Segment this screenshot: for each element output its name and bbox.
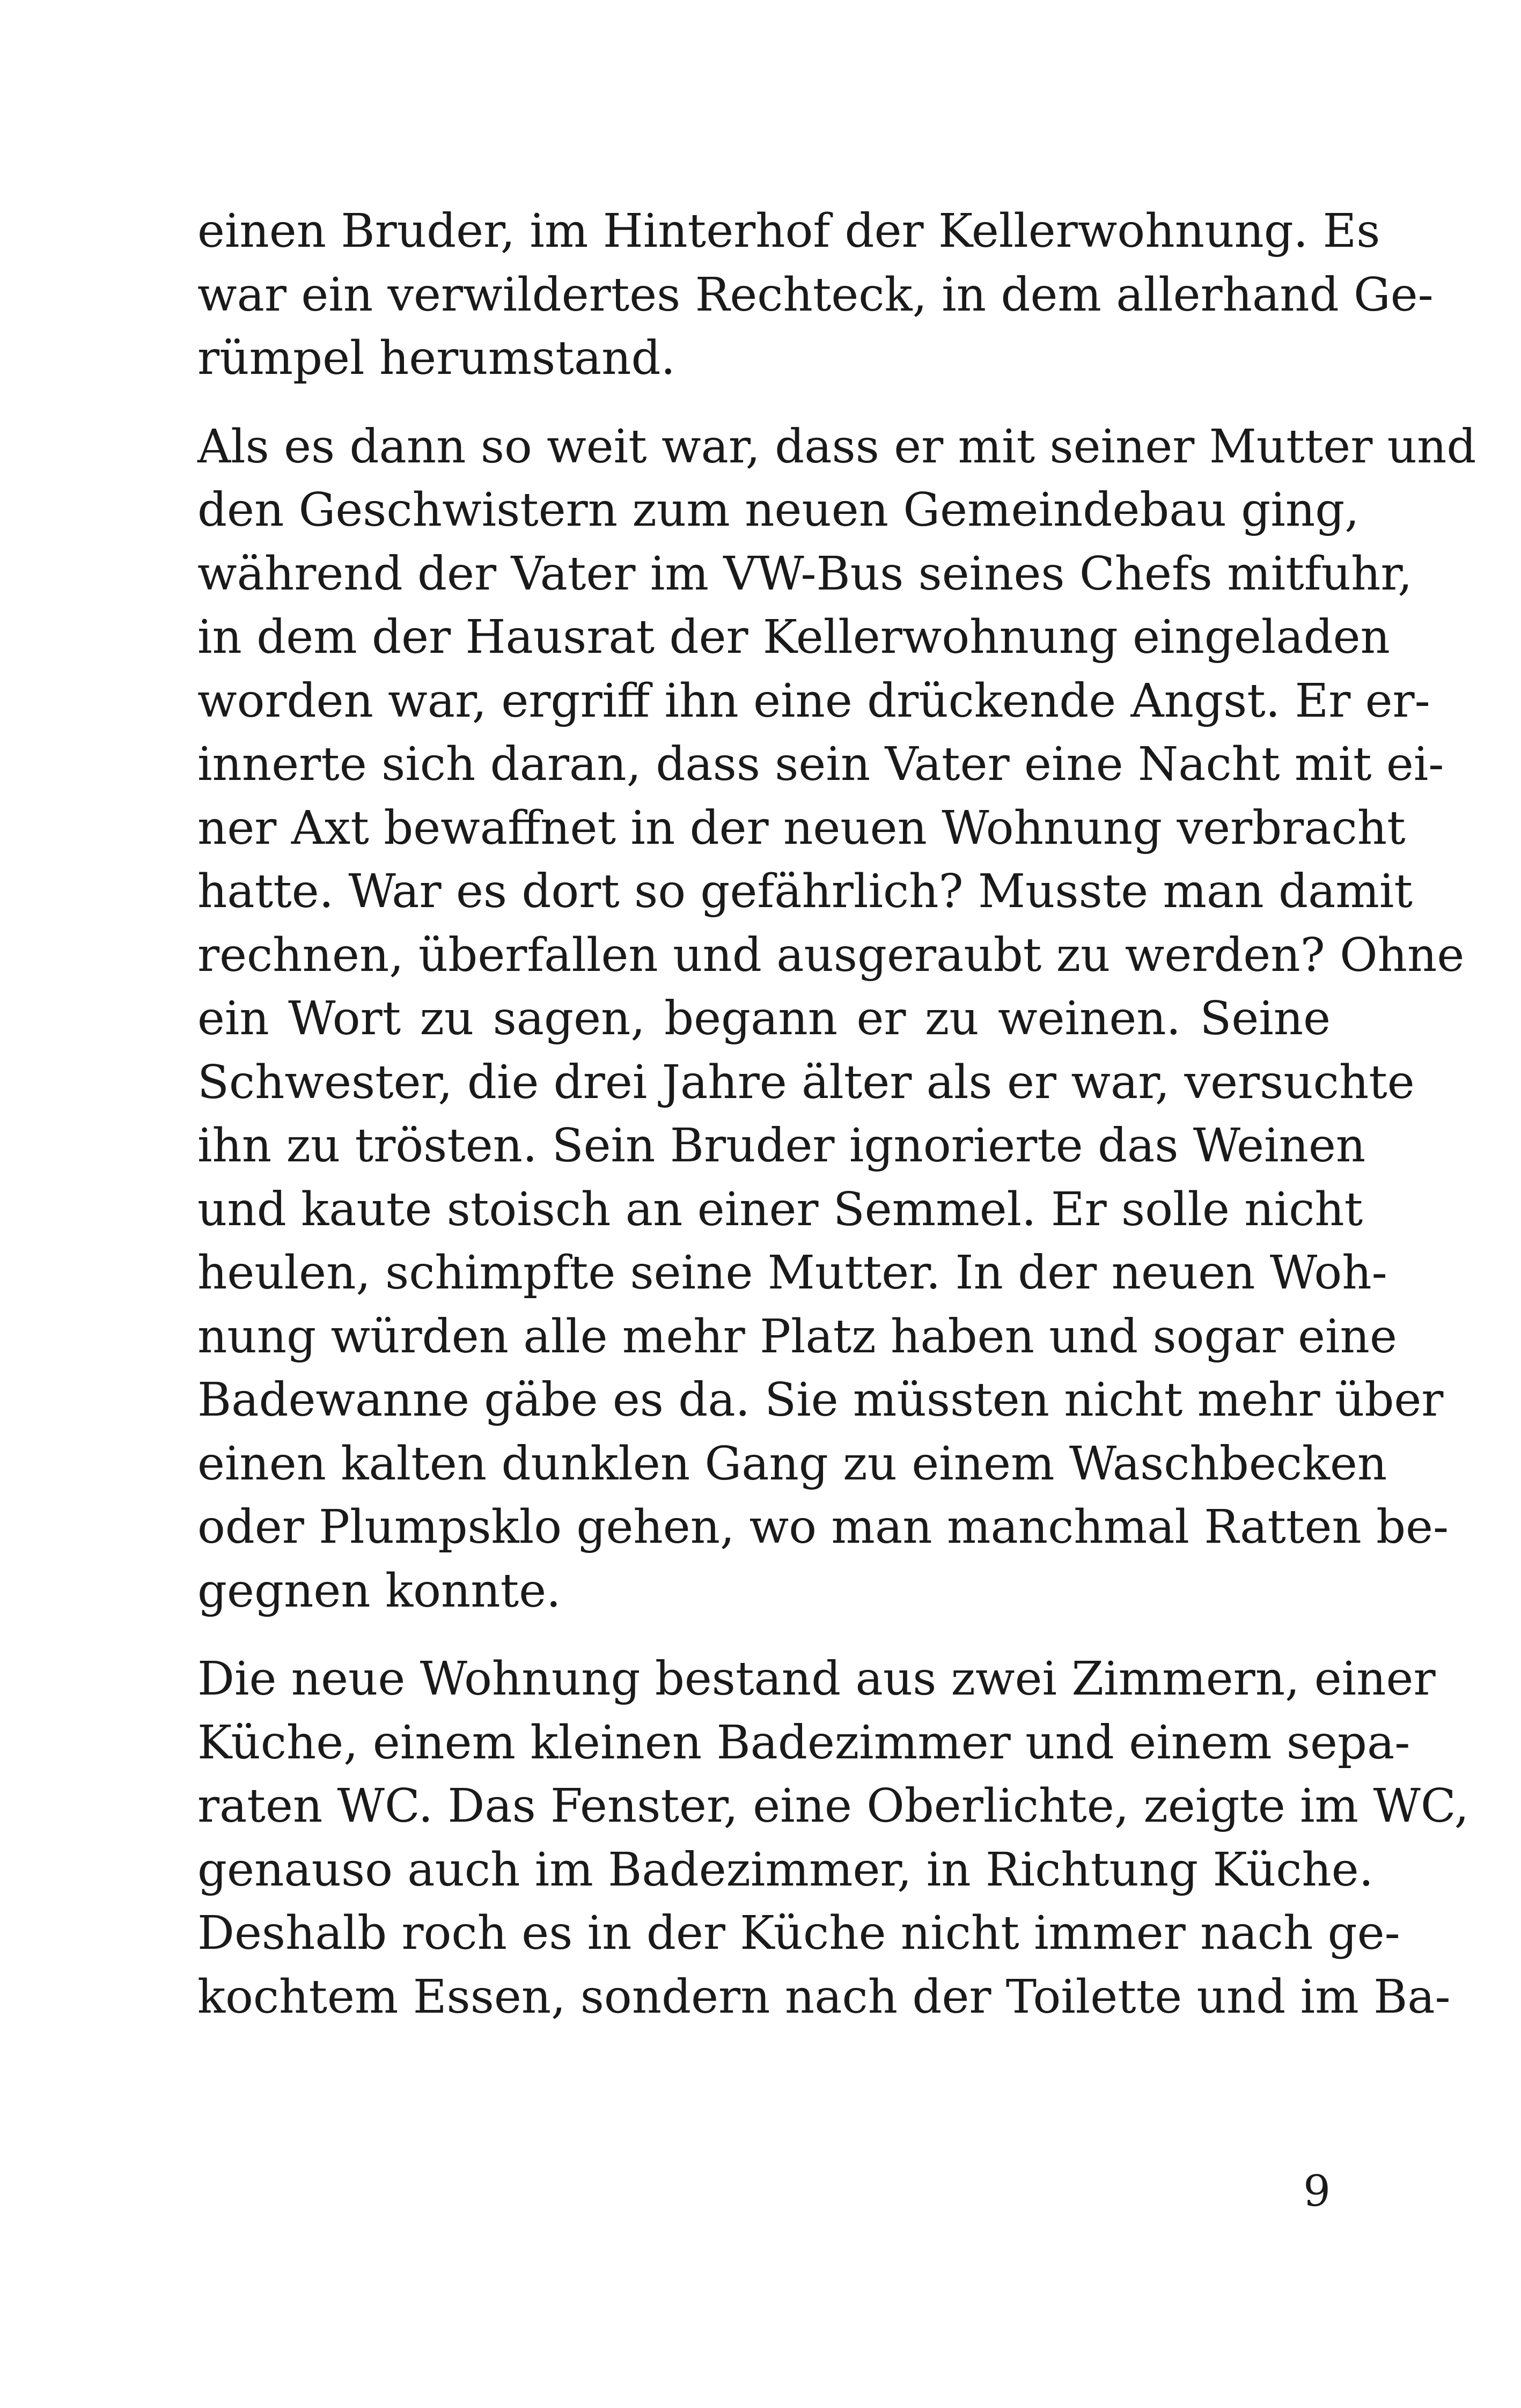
text-line: Die neue Wohnung bestand aus zwei Zimmern, einer xyxy=(197,1652,1436,1706)
text-line: und kaute stoisch an einer Semmel. Er solle nicht xyxy=(197,1182,1363,1236)
text-line: einen kalten dunklen Gang zu einem Waschbecken xyxy=(197,1437,1387,1491)
text-line: hatte. War es dort so gefährlich? Musste man damit xyxy=(197,865,1413,918)
text-line: rechnen, überfallen und ausgeraubt zu werden? Ohne xyxy=(197,928,1465,982)
text-line: worden war, ergriff ihn eine drückende Angst. Er er- xyxy=(197,674,1430,728)
text-line: rümpel herumstand. xyxy=(197,332,675,385)
text-line: ein Wort zu sagen, begann er zu weinen. Seine xyxy=(197,992,1331,1045)
text-line: einen Bruder, im Hinterhof der Kellerwohnung. Es xyxy=(197,204,1380,258)
paragraph-3 xyxy=(197,1647,1469,2029)
text-line: ner Axt bewaffnet in der neuen Wohnung verbracht xyxy=(197,801,1406,855)
paragraph-2 xyxy=(197,415,1476,1623)
text-line: während der Vater im VW-Bus seines Chefs mitfuhr, xyxy=(197,547,1413,601)
text-line: den Geschwistern zum neuen Gemeindebau ging, xyxy=(197,483,1360,537)
text-line: gegnen konnte. xyxy=(197,1564,561,1618)
text-line: genauso auch im Badezimmer, in Richtung Küche. xyxy=(197,1843,1374,1897)
text-line: Als es dann so weit war, dass er mit seiner Mutter und xyxy=(197,419,1476,474)
text-line: war ein verwildertes Rechteck, in dem allerhand Ge- xyxy=(197,268,1434,322)
text-line: innerte sich daran, dass sein Vater eine Nacht mit ei- xyxy=(197,738,1444,791)
body-text xyxy=(197,200,1476,2029)
text-line: Deshalb roch es in der Küche nicht immer nach ge- xyxy=(197,1906,1400,1960)
text-line: kochtem Essen, sondern nach der Toilette und im Ba- xyxy=(197,1970,1451,2024)
page-number: 9 xyxy=(1303,2166,1331,2216)
text-line: oder Plumpsklo gehen, wo man manchmal Ratten be- xyxy=(197,1500,1449,1554)
text-line: in dem der Hausrat der Kellerwohnung eingeladen xyxy=(197,610,1390,664)
text-line: Badewanne gäbe es da. Sie müssten nicht mehr über xyxy=(197,1373,1444,1427)
text-line: ihn zu trösten. Sein Bruder ignorierte das Weinen xyxy=(197,1119,1366,1173)
text-line: heulen, schimpfte seine Mutter. In der neuen Woh- xyxy=(197,1246,1387,1300)
text-line: Küche, einem kleinen Badezimmer und einem sepa- xyxy=(197,1715,1410,1770)
paragraph-1 xyxy=(197,200,1434,391)
text-line: Schwester, die drei Jahre älter als er war, versuchte xyxy=(197,1055,1415,1109)
text-line: nung würden alle mehr Platz haben und sogar eine xyxy=(197,1309,1397,1364)
text-line: raten WC. Das Fenster, eine Oberlichte, zeigte im WC, xyxy=(197,1779,1469,1833)
